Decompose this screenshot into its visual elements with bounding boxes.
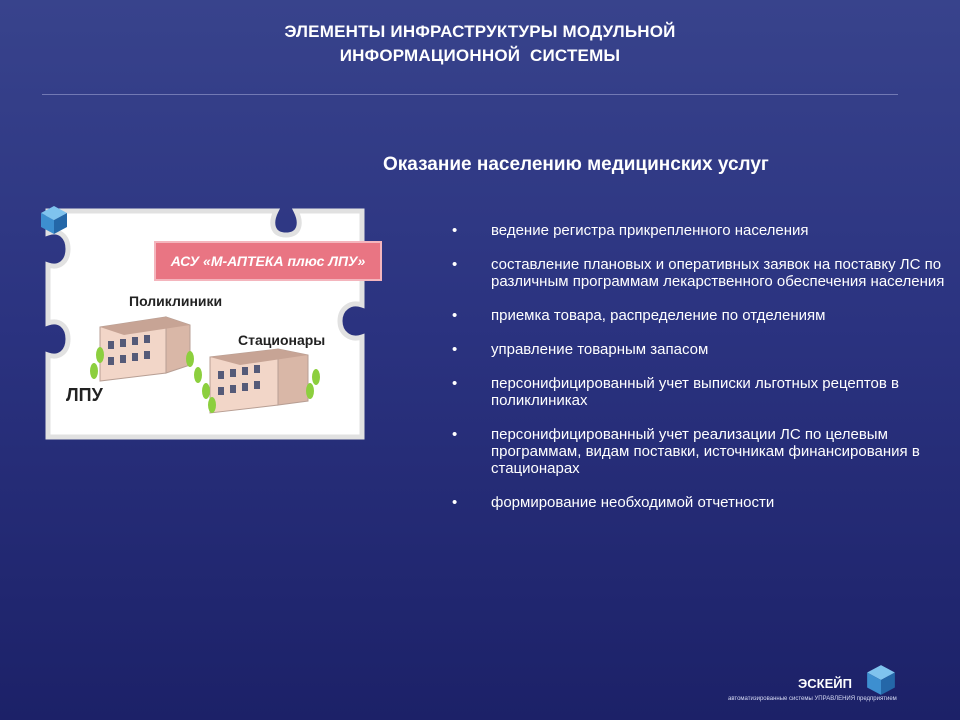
bullet-icon: • (452, 375, 458, 392)
list-item-text: составление плановых и оперативных заявок на поставку ЛС по различным программам лекарственного обеспечения населения (491, 256, 945, 290)
list-item (452, 222, 952, 239)
bullet-icon: • (452, 307, 458, 324)
list-item (452, 307, 952, 324)
building-icon (210, 349, 308, 413)
hospitals-label: Стационары (238, 332, 326, 348)
list-item (452, 341, 952, 358)
list-item-text: управление товарным запасом (491, 341, 709, 358)
title-divider (42, 94, 898, 95)
list-item (452, 375, 952, 409)
list-item-text: формирование необходимой отчетности (491, 494, 775, 511)
slide-title-line-1: ЭЛЕМЕНТЫ ИНФРАСТРУКТУРЫ МОДУЛЬНОЙ (284, 22, 676, 41)
logo-name: ЭСКЕЙП (798, 676, 852, 691)
section-heading: Оказание населению медицинских услуг (383, 154, 769, 175)
slide-title (0, 20, 960, 68)
list-item-text: приемка товара, распределение по отделениям (491, 307, 826, 324)
list-item (452, 494, 952, 511)
list-item (452, 426, 952, 477)
cube-icon (40, 205, 68, 235)
cube-icon (866, 664, 896, 696)
list-item (452, 256, 952, 290)
list-item-text: ведение регистра прикрепленного населения (491, 222, 809, 239)
system-banner: АСУ «М-АПТЕКА плюс ЛПУ» (154, 241, 382, 281)
puzzle-illustration (40, 205, 370, 455)
bullet-icon: • (452, 256, 458, 273)
bullet-icon: • (452, 426, 458, 443)
bullet-icon: • (452, 222, 458, 239)
bullet-icon: • (452, 341, 458, 358)
slide-title-line-2: ИНФОРМАЦИОННОЙ СИСТЕМЫ (339, 46, 621, 65)
service-list (452, 222, 952, 528)
list-item-text: персонифицированный учет реализации ЛС по целевым программам, видам поставки, источникам финансирования в стационарах (491, 426, 920, 477)
logo-subtitle: автоматизированные системы УПРАВЛЕНИЯ предприятием (728, 696, 897, 702)
polyclinics-label: Поликлиники (129, 293, 223, 309)
bullet-icon: • (452, 494, 458, 511)
lpu-label: ЛПУ (66, 385, 103, 405)
company-logo (726, 652, 926, 712)
list-item-text: персонифицированный учет выписки льготных рецептов в поликлиниках (491, 375, 899, 409)
